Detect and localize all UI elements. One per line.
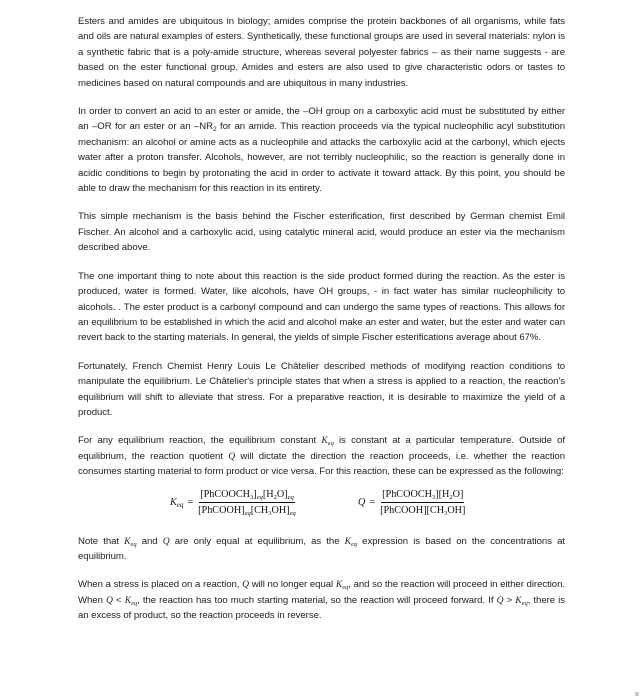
keq-symbol (515, 595, 527, 606)
eq-italic: eq (244, 510, 251, 518)
eq-text: [PhCOOH] (198, 505, 245, 517)
text-segment: For any equilibrium reaction, the equilibrium constant (78, 435, 322, 447)
eq-subscript: eq (131, 599, 138, 607)
eq-text: [PhCOOH][CH (380, 505, 445, 517)
eq-italic: eq (289, 510, 296, 518)
k-letter: K (321, 435, 328, 447)
eq-italic: eq (287, 494, 294, 502)
nr2-subscript: 2 (212, 126, 217, 134)
keq-fraction (197, 489, 297, 516)
eq-text: [H (262, 489, 274, 501)
paragraph-side-product-text: The one important thing to note about this reaction is the side product formed during the reaction. As the ester is produced, water is formed. Water, like alcohols, have OH groups, - in fact water has similar nucleophilicity to alcohols. . The ester product is a carbonyl compound and can undergo the same types of reactions. This allows for an equilibrium to be established in which the acid and alcohol make an ester and water, but the ester and water can revert back to the starting materials. In general, the yields of simple Fischer esterifications average about 67%. (78, 270, 565, 344)
text-segment: Note that (78, 535, 125, 547)
keq-symbol (321, 435, 333, 446)
text-segment: will dictate the direction the reaction proceeds, i.e. whether the reaction consumes starting material to form product or vice versa. For this reaction, these can be expressed as the following: (78, 450, 565, 478)
text-segment: When a stress is placed on a reaction, (78, 579, 243, 591)
paragraph-note (78, 534, 565, 565)
eq-sub: 2 (449, 494, 453, 502)
scroll-indicator[interactable] (635, 692, 639, 696)
eq-text: [PhCOOCH (382, 489, 432, 501)
keq-lhs-subscript: eq (176, 501, 184, 510)
q-symbol: Q (242, 579, 249, 591)
eq-text: ][H (435, 489, 450, 501)
k-letter: K (124, 535, 131, 547)
q-lhs: Q (358, 497, 366, 509)
q-symbol: Q (162, 535, 170, 547)
eq-text: O] (276, 489, 288, 501)
eq-sub (288, 494, 294, 501)
paragraph-conversion (78, 104, 565, 196)
text-segment: are only equal at equilibrium, as the (169, 535, 345, 547)
text-segment: , the reaction has too much starting material, so the reaction will proceed forward. If (137, 594, 497, 606)
document-page (78, 14, 565, 637)
eq-text: O] (452, 489, 464, 501)
keq-numerator (199, 489, 295, 503)
paragraph-conversion-text-1: In order to convert an acid to an ester or amide, the –OH group on a carboxylic acid must be substituted by either an –OR for an ester or an –NR (78, 106, 565, 133)
q-symbol: Q (106, 594, 113, 606)
paragraph-side-product (78, 269, 565, 346)
paragraph-le-chatelier-text: Fortunately, French Chemist Henry Louis Le Châtelier described methods of modifying reaction conditions to manipulate the equilibrium. Le Châtelier's principle states that when a stress is applied to a reaction, the reaction's equilibrium will shift to alleviate that stress. For a preparative reaction, it is desirable to maximize the yield of a product. (78, 360, 565, 418)
less-than-sign: < (112, 594, 125, 606)
eq-subscript: eq (342, 584, 349, 592)
q-symbol: Q (496, 594, 504, 606)
eq-italic: eq (256, 494, 263, 502)
keq-denominator (197, 503, 297, 516)
keq-symbol (124, 536, 136, 547)
paragraph-fischer (78, 209, 565, 255)
eq-text: OH] (447, 505, 466, 517)
q-numerator (381, 489, 464, 503)
paragraph-intro (78, 14, 565, 91)
keq-equals-sign: = (187, 497, 194, 509)
equations-block (78, 482, 565, 524)
eq-text: ] (253, 489, 257, 501)
text-segment: , there is an excess of product, so the reaction proceeds in reverse. (78, 594, 565, 622)
text-segment: , and so the reaction will proceed in either direction. When (78, 579, 565, 606)
eq-sub: 2 (273, 494, 277, 502)
k-letter: K (335, 579, 343, 591)
q-equation (358, 482, 466, 524)
q-equals-sign: = (369, 497, 376, 509)
eq-text: OH] (271, 505, 290, 517)
eq-text: [PhCOOCH (200, 489, 251, 501)
paragraph-equilibrium-constant (78, 433, 565, 479)
paragraph-stress (78, 577, 565, 623)
q-denominator (379, 503, 466, 516)
eq-sub: 3 (250, 494, 254, 502)
q-symbol: Q (228, 450, 236, 462)
keq-lhs-letter: K (170, 497, 177, 509)
text-segment: expression is based on the concentrations at equilibrium. (78, 535, 565, 562)
paragraph-fischer-text: This simple mechanism is the basis behind the Fischer esterification, first described by German chemist Emil Fischer. An alcohol and a carboxylic acid, using catalytic mineral acid, would produce an ester via the mechanism described above. (78, 211, 565, 254)
eq-sub: 3 (268, 510, 272, 518)
k-letter: K (344, 535, 351, 547)
eq-subscript: eq (327, 440, 334, 448)
eq-sub: 3 (431, 494, 436, 502)
eq-sub: 3 (444, 510, 448, 518)
eq-subscript: eq (521, 599, 528, 607)
keq-lhs (170, 497, 183, 508)
eq-subscript: eq (130, 540, 137, 548)
paragraph-le-chatelier (78, 359, 565, 421)
keq-equation (170, 482, 297, 524)
text-segment: will no longer equal (249, 579, 336, 591)
q-fraction (379, 489, 466, 516)
k-letter: K (515, 594, 522, 606)
greater-than-sign: > (503, 594, 516, 606)
eq-text: [CH (250, 505, 269, 517)
keq-symbol (125, 595, 137, 606)
keq-symbol (345, 536, 357, 547)
eq-sub (290, 510, 296, 517)
keq-symbol (336, 579, 348, 590)
paragraph-intro-text: Esters and amides are ubiquitous in biology; amides comprise the protein backbones of all organisms, while fats and oils are natural examples of esters. Synthetically, these functional groups are used in several materials: nylon is a synthetic fabric that is a poly-amide structure, whereas several polyester fabrics – as their name suggests - are based on the ester functional group. Amides and esters are also used to give characteristic odors or tastes to medicines based on natural compounds and are ubiquitous in many industries. (78, 16, 565, 89)
k-letter: K (124, 594, 132, 606)
text-segment: is constant at a particular temperature. Outside of equilibrium, the reaction quotient (78, 435, 565, 462)
eq-subscript: eq (351, 540, 358, 548)
text-segment: and (136, 535, 163, 547)
paragraph-conversion-text-2: for an amide. This reaction proceeds via the typical nucleophilic acyl substitution mechanism: an alcohol or amine acts as a nucleophile and attacks the carboxylic acid at the carbonyl, which ejects water after a proton transfer. Alcohols, however, are not terribly nucleophilic, so the reaction is generally done in acidic conditions to begin by protonating the acid in order to activate it toward attack. By this point, you should be able to draw the mechanism for this reaction in its entirety. (78, 121, 565, 195)
